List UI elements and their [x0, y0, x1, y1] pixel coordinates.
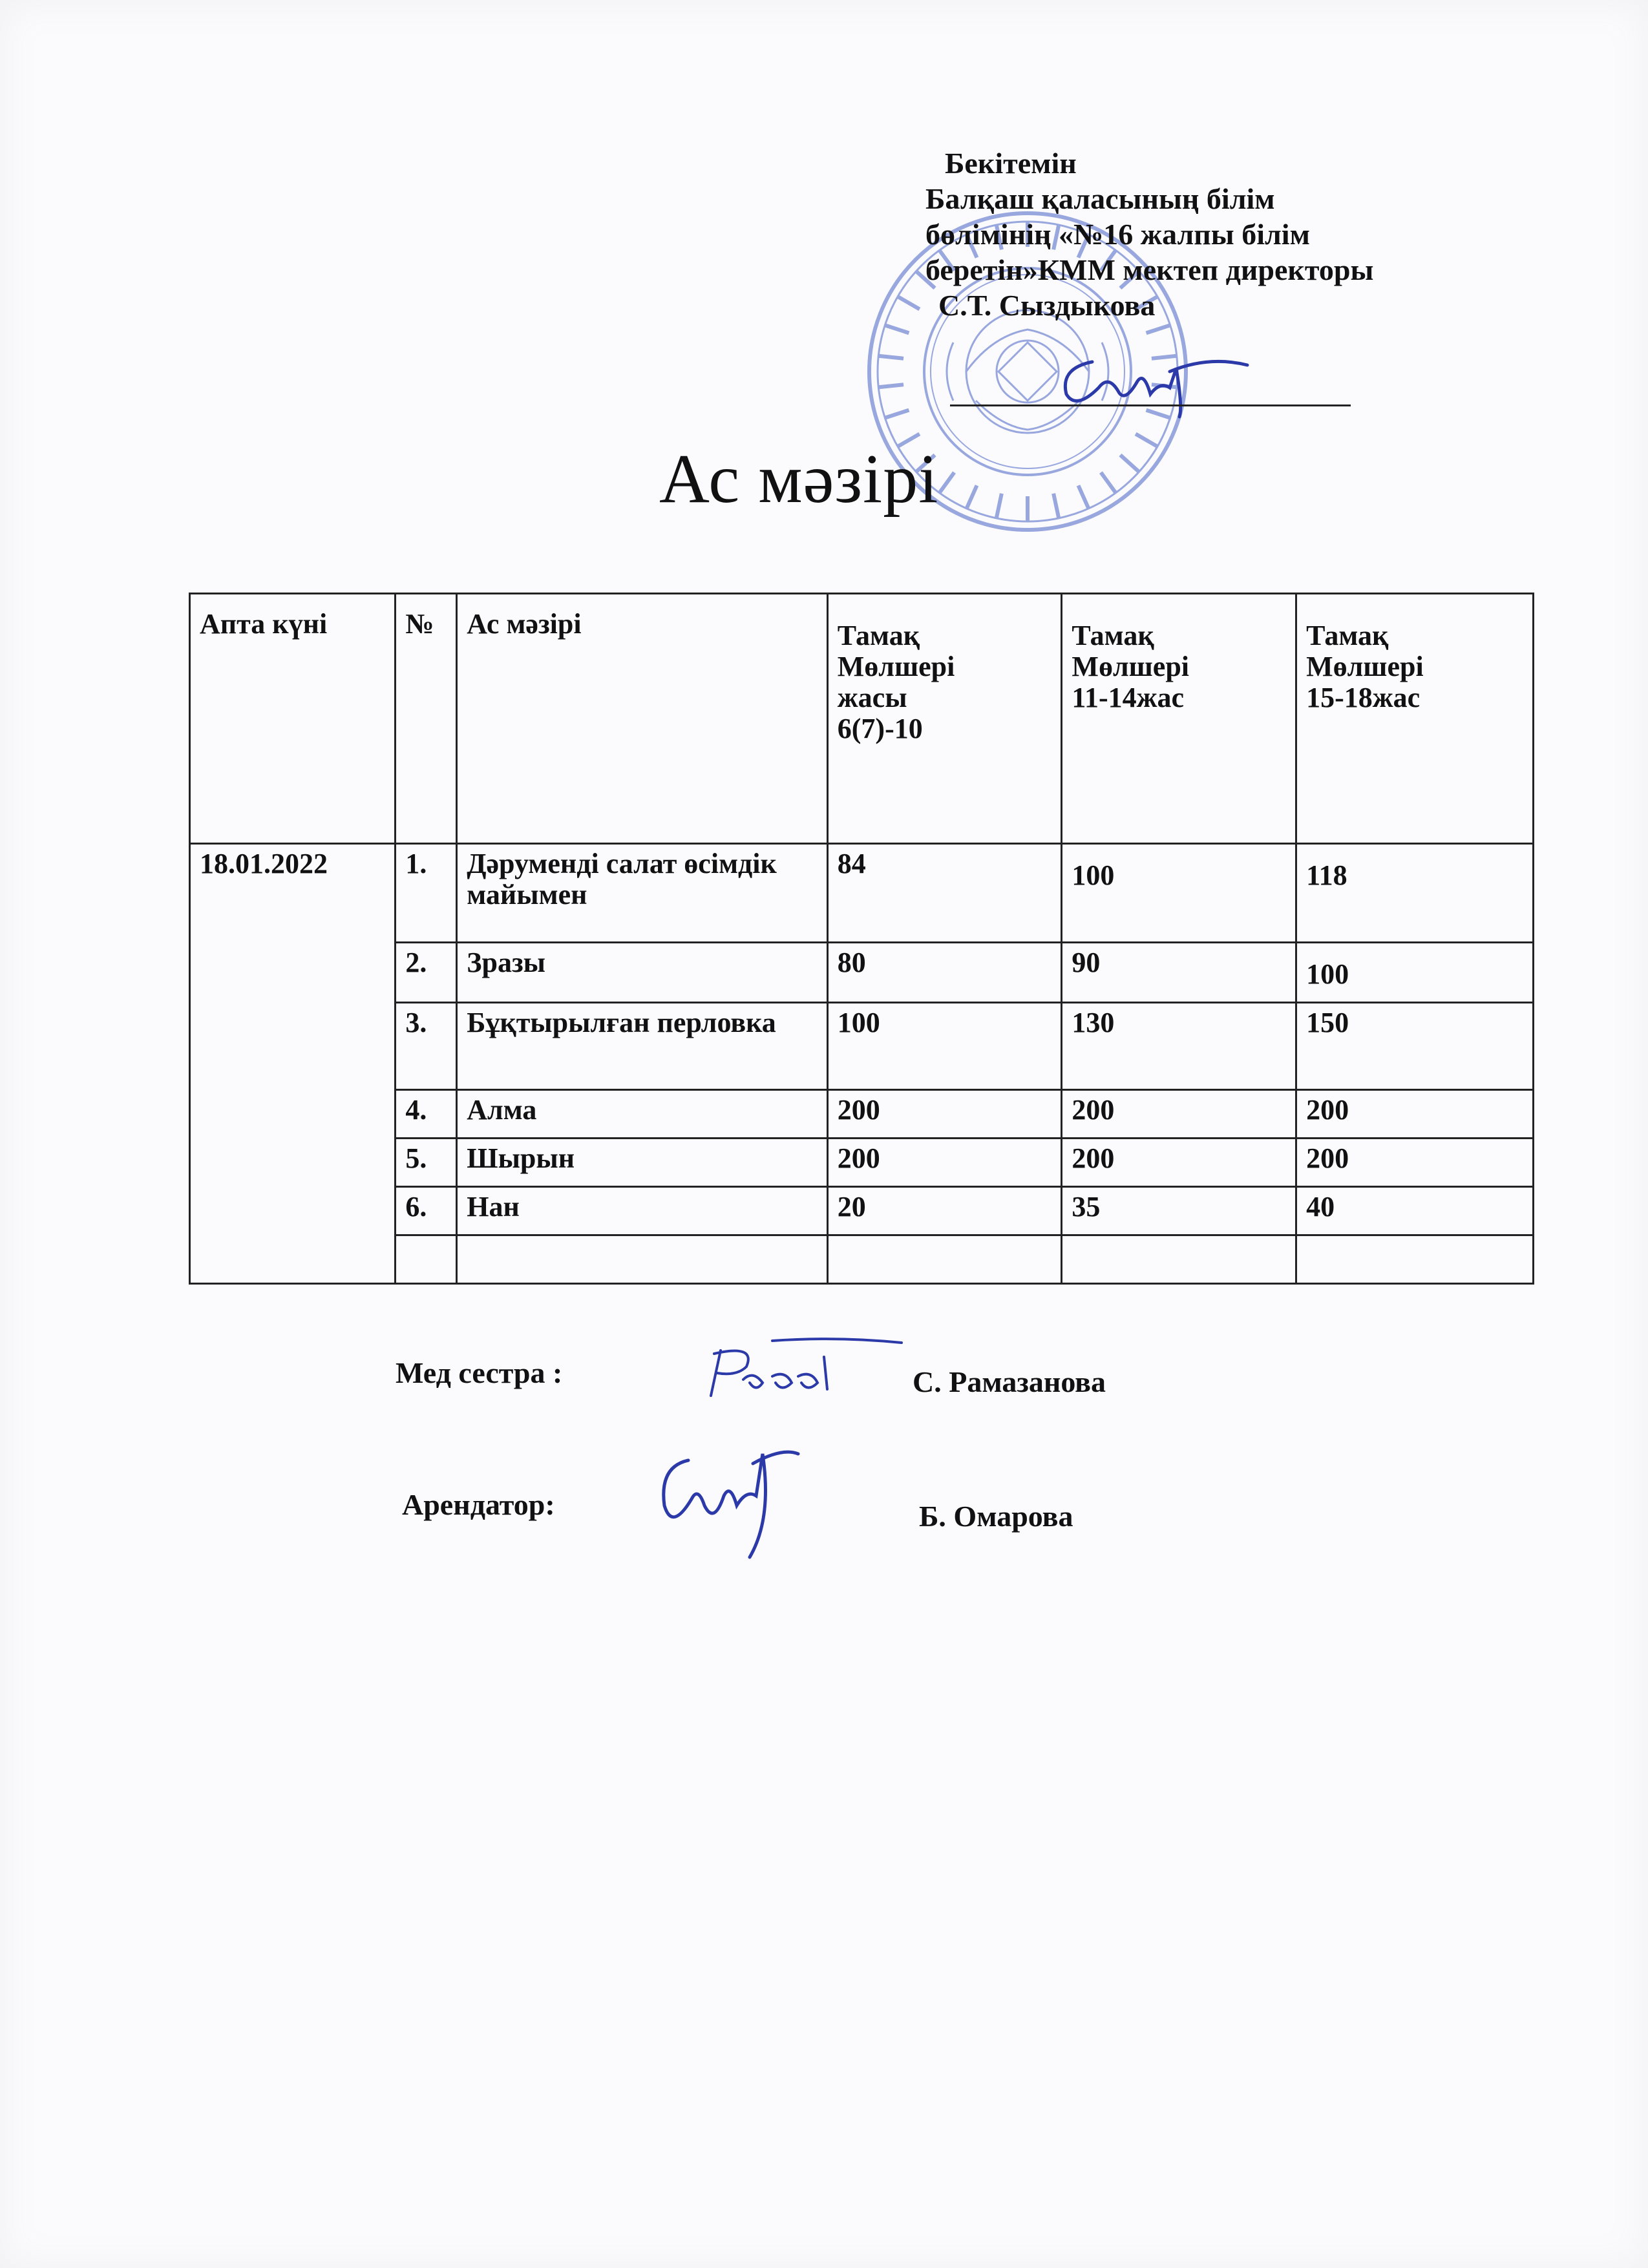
- portion-b: 35: [1062, 1187, 1296, 1235]
- approval-heading: Бекітемін: [945, 147, 1077, 180]
- header-dish: Ас мәзірі: [457, 594, 828, 844]
- nurse-signature: [695, 1331, 908, 1402]
- portion-c: 200: [1296, 1139, 1534, 1187]
- header-portion-11-14-text: Тамақ Мөлшері 11-14жас: [1072, 620, 1190, 713]
- empty-cell: [1296, 1235, 1534, 1284]
- row-number: 1.: [396, 844, 457, 943]
- portion-a: 100: [827, 1003, 1062, 1090]
- portion-a: 80: [827, 943, 1062, 1003]
- portion-b: 100: [1062, 844, 1296, 943]
- portion-c: 100: [1296, 943, 1534, 1003]
- row-number: 5.: [396, 1139, 457, 1187]
- dish-name: Алма: [457, 1090, 828, 1139]
- header-number: №: [396, 594, 457, 844]
- row-number: 6.: [396, 1187, 457, 1235]
- dish-name: Зразы: [457, 943, 828, 1003]
- menu-table: [189, 593, 1534, 1285]
- nurse-label: Мед сестра :: [396, 1356, 563, 1389]
- header-day: Апта күні: [190, 594, 396, 844]
- portion-a: 200: [827, 1090, 1062, 1139]
- portion-b: 200: [1062, 1139, 1296, 1187]
- portion-a: 20: [827, 1187, 1062, 1235]
- table-header-row: [190, 594, 1534, 844]
- portion-b: 90: [1062, 943, 1296, 1003]
- dish-name: Бұқтырылған перловка: [457, 1003, 828, 1090]
- portion-a: 84: [827, 844, 1062, 943]
- dish-name: Шырын: [457, 1139, 828, 1187]
- header-portion-15-18-text: Тамақ Мөлшері 15-18жас: [1306, 620, 1424, 713]
- table-row: [190, 844, 1534, 943]
- portion-c: 118: [1296, 844, 1534, 943]
- portion-c: 150: [1296, 1003, 1534, 1090]
- date-cell: 18.01.2022: [190, 844, 396, 1284]
- nurse-name: С. Рамазанова: [913, 1365, 1106, 1398]
- tenant-name: Б. Омарова: [919, 1500, 1073, 1533]
- tenant-signature: [653, 1434, 801, 1564]
- header-portion-6-10-text: Тамақ Мөлшері жасы 6(7)-10: [837, 620, 955, 744]
- approval-line-3: беретін»КММ мектеп директоры: [925, 253, 1374, 286]
- page-title: Ас мәзірі: [659, 441, 939, 518]
- portion-c: 40: [1296, 1187, 1534, 1235]
- director-signature: [1047, 342, 1254, 420]
- portion-a: 200: [827, 1139, 1062, 1187]
- portion-b: 200: [1062, 1090, 1296, 1139]
- director-name: С.Т. Сыздыкова: [938, 289, 1156, 322]
- empty-cell: [396, 1235, 457, 1284]
- row-number: 4.: [396, 1090, 457, 1139]
- portion-c: 200: [1296, 1090, 1534, 1139]
- signature-line: [950, 404, 1351, 406]
- dish-name: Нан: [457, 1187, 828, 1235]
- dish-name: Дәруменді салат өсімдік майымен: [457, 844, 828, 943]
- header-portion-11-14: [1062, 594, 1296, 844]
- empty-cell: [827, 1235, 1062, 1284]
- approval-block: [925, 145, 1572, 323]
- row-number: 2.: [396, 943, 457, 1003]
- empty-cell: [1062, 1235, 1296, 1284]
- portion-b: 130: [1062, 1003, 1296, 1090]
- approval-line-1: Балқаш қаласының білім: [925, 182, 1275, 215]
- row-number: 3.: [396, 1003, 457, 1090]
- empty-cell: [457, 1235, 828, 1284]
- approval-line-2: бөлімінің «№16 жалпы білім: [925, 218, 1310, 251]
- header-portion-15-18: [1296, 594, 1534, 844]
- tenant-label: Арендатор:: [402, 1488, 555, 1521]
- header-portion-6-10: [827, 594, 1062, 844]
